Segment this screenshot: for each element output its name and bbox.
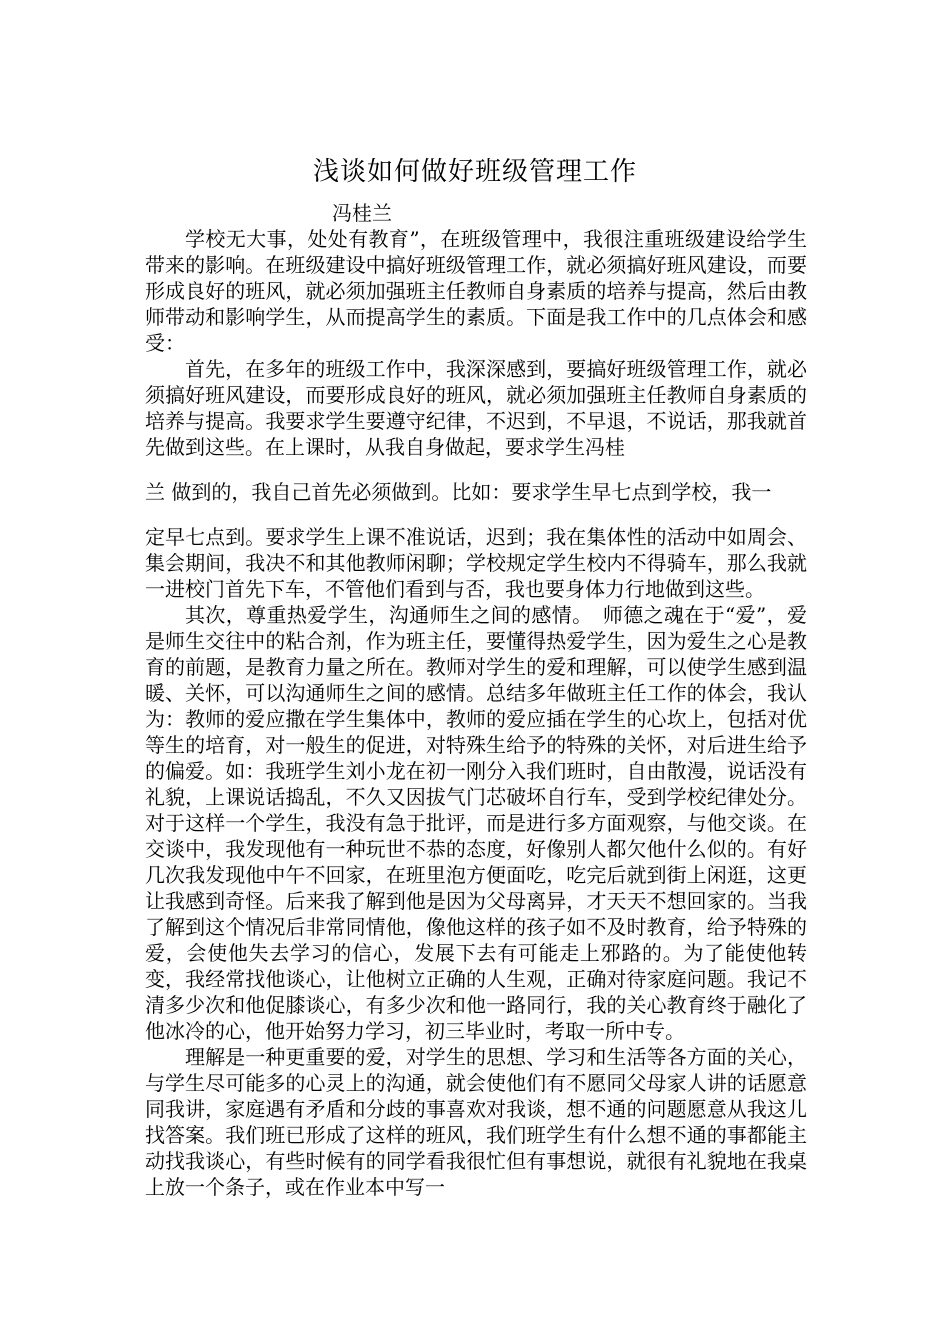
document-body: [145, 226, 807, 1200]
paragraph-understanding: 理解是一种更重要的爱，对学生的思想、学习和生活等各方面的关心，与学生尽可能多的心灵上的沟通，就会使他们有不愿同父母家人讲的话愿意同我讲，家庭遇有矛盾和分歧的事喜欢对我谈，想不通的问题愿意从我这儿找答案。我们班已形成了这样的班风，我们班学生有什么想不通的事都能主动找我谈心，有些时候有的同学看我很忙但有事想说，就很有礼貌地在我桌上放一个条子，或在作业本中写一: [145, 1045, 807, 1199]
paragraph-intro: 学校无大事，处处有教育”，在班级管理中，我很注重班级建设给学生带来的影响。在班级建设中搞好班级管理工作，就必须搞好班风建设，而要形成良好的班风，就必须加强班主任教师自身素质的培养与提高，然后由教师带动和影响学生，从而提高学生的素质。下面是我工作中的几点体会和感受：: [145, 227, 807, 355]
paragraph-first-point-continued-2: 定早七点到。要求学生上课不准说话，迟到；我在集体性的活动中如周会、集会期间，我决不和其他教师闲聊；学校规定学生校内不得骑车，那么我就一进校门首先下车，不管他们看到与否，我也要身体力行地做到这些。: [145, 525, 807, 601]
document-title: 浅谈如何做好班级管理工作: [312, 157, 637, 187]
author-name: 冯桂兰: [332, 201, 392, 225]
paragraph-first-point-continued: 兰 做到的，我自己首先必须做到。比如：要求学生早七点到学校，我一: [145, 480, 772, 504]
paragraph-second-point: 其次，尊重热爱学生，沟通师生之间的感情。 师德之魂在于“爱”，爱是师生交往中的粘合剂，作为班主任，要懂得热爱学生，因为爱生之心是教育的前题，是教育力量之所在。教师对学生的爱和理解，可以使学生感到温暖、关怀，可以沟通师生之间的感情。总结多年做班主任工作的体会，我认为：教师的爱应撒在学生集体中，教师的爱应插在学生的心坎上，包括对优等生的培育，对一般生的促进，对特殊生给予的特殊的关怀，对后进生给予的偏爱。如：我班学生刘小龙在初一刚分入我们班时，自由散漫，说话没有礼貌，上课说话捣乱，不久又因拔气门芯破坏自行车，受到学校纪律处分。对于这样一个学生，我没有急于批评，而是进行多方面观察，与他交谈。在交谈中，我发现他有一种玩世不恭的态度，好像别人都欠他什么似的。有好几次我发现他中午不回家，在班里泡方便面吃，吃完后就到街上闲逛，这更让我感到奇怪。后来我了解到他是因为父母离异，才天天不想回家的。当我了解到这个情况后非常同情他，像他这样的孩子如不及时教育，给予特殊的爱，会使他失去学习的信心，发展下去有可能走上邪路的。为了能使他转变，我经常找他谈心，让他树立正确的人生观，正确对待家庭问题。我记不清多少次和他促膝谈心，有多少次和他一路同行，我的关心教育终于融化了他冰冷的心，他开始努力学习，初三毕业时，考取一所中专。: [145, 603, 807, 1043]
paragraph-first-point: 首先，在多年的班级工作中，我深深感到，要搞好班级管理工作，就必须搞好班风建设，而要形成良好的班风，就必须加强班主任教师自身素质的培养与提高。我要求学生要遵守纪律，不迟到，不早退，不说话，那我就首先做到这些。在上课时，从我自身做起，要求学生冯桂: [145, 357, 807, 459]
